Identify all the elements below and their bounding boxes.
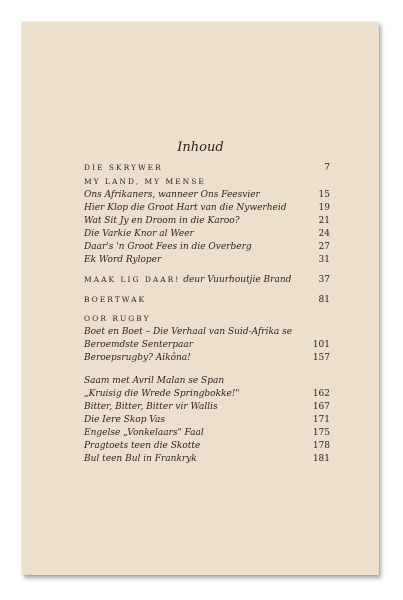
toc-entry-page: 19 bbox=[318, 203, 330, 213]
toc-entry-title: OOR RUGBY bbox=[84, 314, 151, 323]
toc-entry-page: 171 bbox=[312, 415, 330, 425]
toc-entry-page: 31 bbox=[318, 255, 330, 265]
toc-entry bbox=[84, 202, 330, 214]
toc-entry bbox=[84, 215, 330, 227]
toc-entry-page: 181 bbox=[312, 454, 330, 464]
toc-entry bbox=[84, 162, 330, 174]
toc-entry bbox=[84, 375, 330, 387]
toc-entry bbox=[84, 427, 330, 439]
toc-entry-title: DIE SKRYWER bbox=[84, 163, 163, 172]
toc-entry-title: MAAK LIG DAAR! bbox=[84, 275, 181, 284]
toc-entry-title: Hier Klop die Groot Hart van die Nywerheid bbox=[84, 203, 287, 213]
toc-entry-title: Beroemdste Senterpaar bbox=[84, 340, 194, 350]
toc-entry-title: Pragtoets teen die Skotte bbox=[84, 441, 201, 451]
toc-entry-title: BOERTWAK bbox=[84, 295, 147, 304]
toc-entry-page: 178 bbox=[312, 441, 330, 451]
toc-entry-title: Engelse „Vonkelaars" Faal bbox=[84, 428, 204, 438]
toc-entry-page: 101 bbox=[312, 340, 330, 350]
toc-entry bbox=[84, 294, 330, 306]
toc-entry-title: Daar's 'n Groot Fees in die Overberg bbox=[84, 242, 252, 252]
toc-entry-title: Boet en Boet – Die Verhaal van Suid-Afrika se bbox=[84, 327, 293, 337]
toc-entry-title-group bbox=[84, 274, 291, 286]
toc-entry bbox=[84, 453, 330, 465]
toc-entry-page: 157 bbox=[312, 353, 330, 363]
toc-entry-title: Ons Afrikaners, wanneer Ons Feesvier bbox=[84, 190, 260, 200]
toc-entry bbox=[84, 440, 330, 452]
toc-entry-page: 37 bbox=[318, 275, 330, 285]
toc-entry bbox=[84, 274, 330, 286]
book-page bbox=[22, 22, 379, 575]
toc-entry-title: Bitter, Bitter, Bitter vir Wallis bbox=[84, 402, 218, 412]
toc-entry-page: 175 bbox=[312, 428, 330, 438]
toc-entry-page: 24 bbox=[318, 229, 330, 239]
toc-section-heading bbox=[84, 313, 330, 325]
toc-entry-page: 167 bbox=[312, 402, 330, 412]
toc-entry-page: 7 bbox=[324, 163, 330, 173]
toc-entry bbox=[84, 254, 330, 266]
toc-entry-title: Wat Sit Jy en Droom in die Karoo? bbox=[84, 216, 240, 226]
toc-entry bbox=[84, 352, 330, 364]
toc-entry bbox=[84, 414, 330, 426]
toc-entry bbox=[84, 401, 330, 413]
toc-entry-page: 162 bbox=[312, 389, 330, 399]
toc-entry bbox=[84, 228, 330, 240]
toc-entry-subtitle: deur Vuurhoutjie Brand bbox=[180, 275, 292, 285]
toc-section-heading bbox=[84, 176, 330, 188]
toc-entry-title: „Kruisig die Wrede Springbokke!" bbox=[84, 389, 240, 399]
toc-entry-title: Beroepsrugby? Aikôna! bbox=[84, 353, 191, 363]
toc-entry-page: 15 bbox=[318, 190, 330, 200]
toc-entry-title: Saam met Avril Malan se Span bbox=[84, 376, 225, 386]
toc-entry bbox=[84, 339, 330, 351]
page-title: Inhoud bbox=[177, 140, 224, 155]
toc-entry-title: Die Iere Skop Vas bbox=[84, 415, 165, 425]
toc-entry bbox=[84, 241, 330, 253]
toc-entry bbox=[84, 388, 330, 400]
toc-entry-title: Ek Word Ryloper bbox=[84, 255, 162, 265]
toc-entry-title: Bul teen Bul in Frankryk bbox=[84, 454, 197, 464]
toc-entry-title: MY LAND, MY MENSE bbox=[84, 177, 206, 186]
toc-entry-page: 27 bbox=[318, 242, 330, 252]
toc-entry bbox=[84, 189, 330, 201]
toc-entry-page: 81 bbox=[318, 295, 330, 305]
toc-entry bbox=[84, 326, 330, 338]
toc-entry-page: 21 bbox=[318, 216, 330, 226]
toc-entry-title: Die Varkie Knor al Weer bbox=[84, 229, 194, 239]
